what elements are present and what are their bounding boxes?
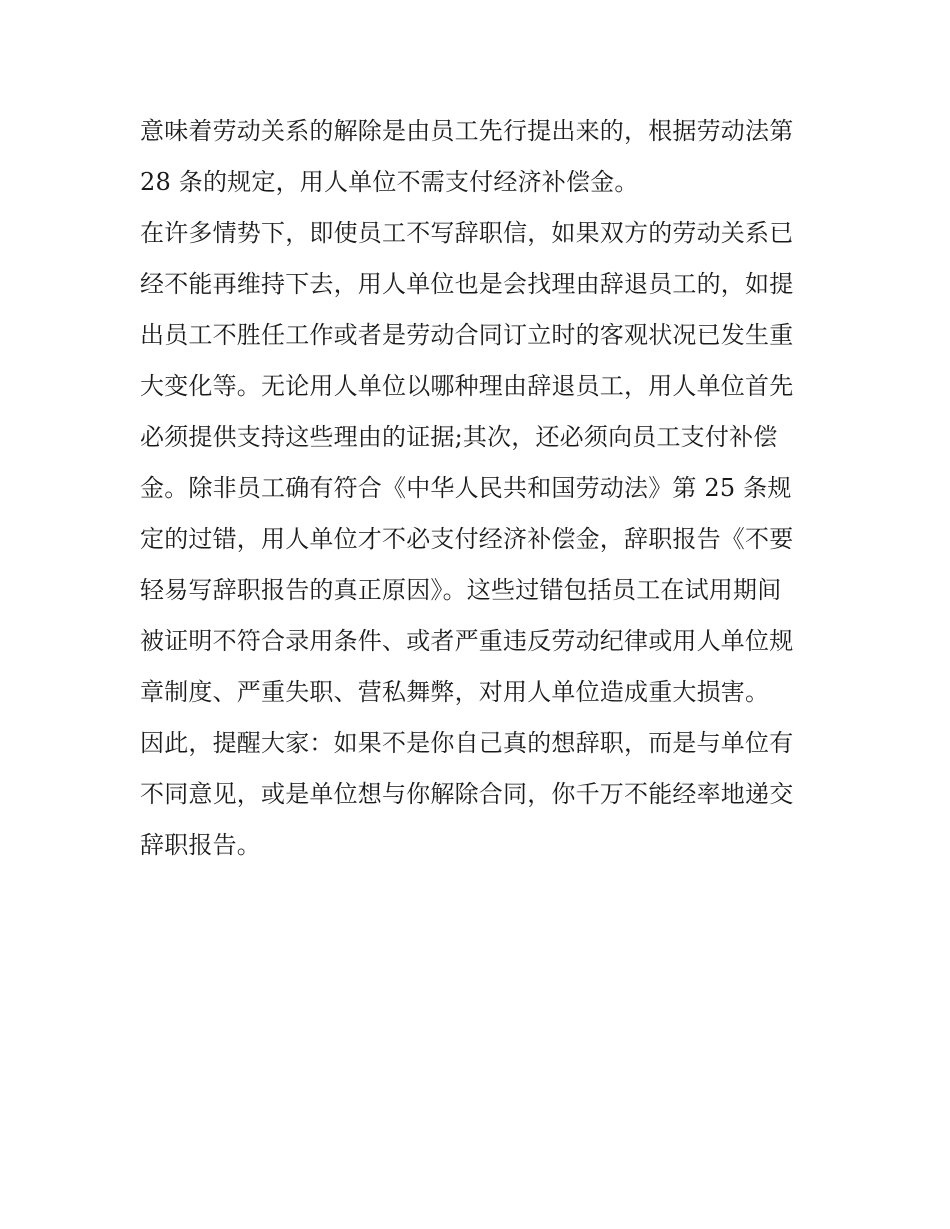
text-line: 定的过错，用人单位才不必支付经济补偿金，辞职报告《不要 <box>140 525 794 553</box>
text-line: 意味着劳动关系的解除是由员工先行提出来的，根据劳动法第 <box>140 117 794 145</box>
text-line: 被证明不符合录用条件、或者严重违反劳动纪律或用人单位规 <box>140 627 794 655</box>
text-line: 因此，提醒大家：如果不是你自己真的想辞职，而是与单位有 <box>140 729 794 757</box>
text-line: 金。除非员工确有符合《中华人民共和国劳动法》第 25 条规 <box>140 474 792 502</box>
text-line: 不同意见，或是单位想与你解除合同，你千万不能经率地递交 <box>140 780 794 808</box>
text-line: 辞职报告。 <box>140 831 261 859</box>
text-line: 28 条的规定，用人单位不需支付经济补偿金。 <box>140 168 639 196</box>
text-line: 在许多情势下，即使员工不写辞职信，如果双方的劳动关系已 <box>140 219 794 247</box>
text-line: 经不能再维持下去，用人单位也是会找理由辞退员工的，如提 <box>140 270 794 298</box>
document-body <box>140 106 820 871</box>
text-line: 章制度、严重失职、营私舞弊，对用人单位造成重大损害。 <box>140 678 770 706</box>
text-line: 必须提供支持这些理由的证据;其次，还必须向员工支付补偿 <box>140 423 778 451</box>
text-line: 轻易写辞职报告的真正原因》。这些过错包括员工在试用期间 <box>140 576 782 604</box>
text-line: 大变化等。无论用人单位以哪种理由辞退员工，用人单位首先 <box>140 372 794 400</box>
text-line: 出员工不胜任工作或者是劳动合同订立时的客观状况已发生重 <box>140 321 794 349</box>
